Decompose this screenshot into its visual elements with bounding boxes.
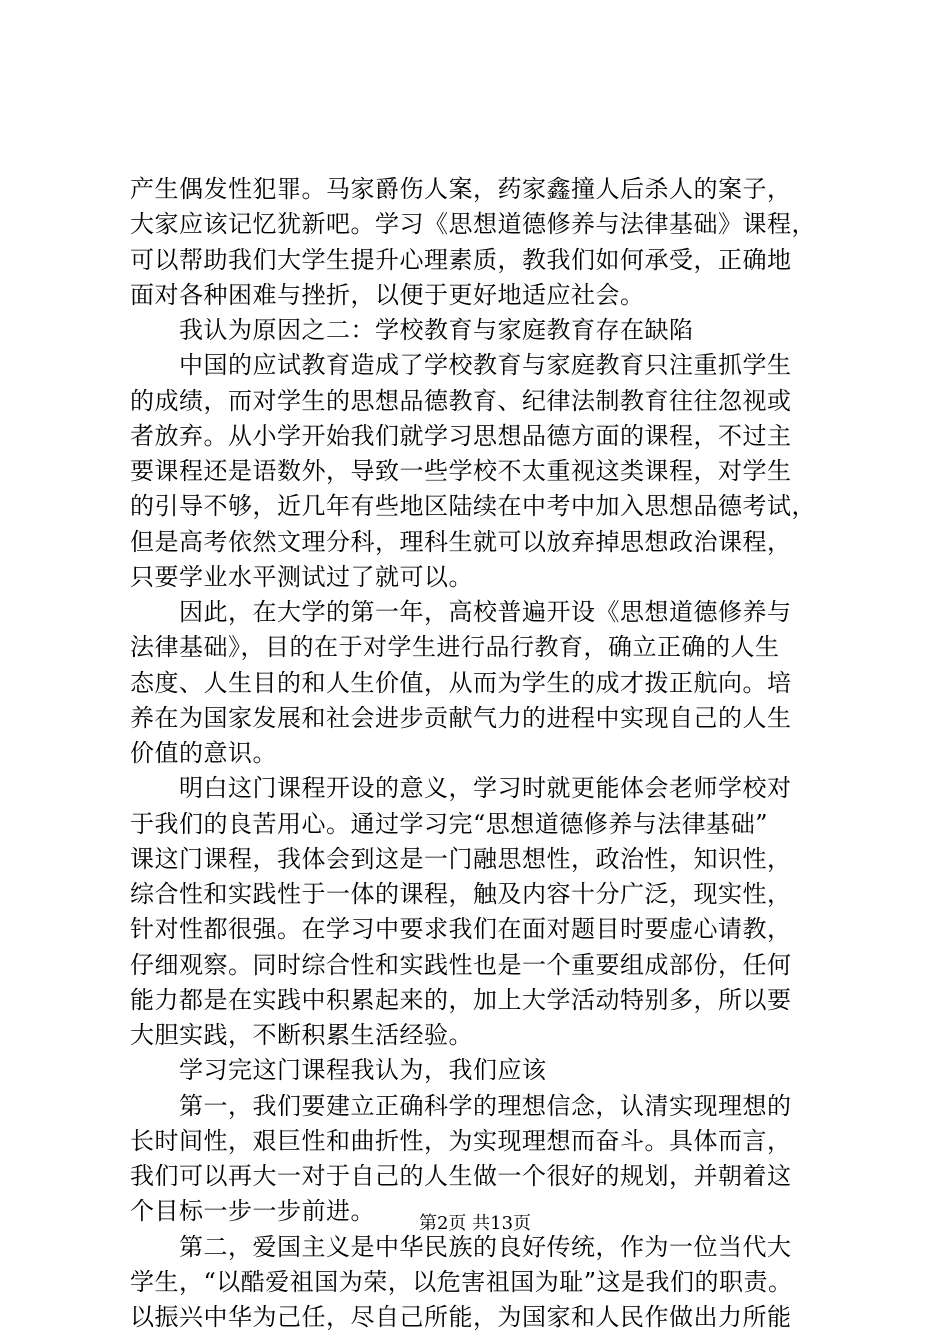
text-line: 但是高考依然文理分科，理科生就可以放弃掉思想政治课程， — [130, 527, 792, 556]
text-line: 第一，我们要建立正确科学的理想信念，认清实现理想的 — [130, 1091, 792, 1120]
text-line: 的成绩，而对学生的思想品德教育、纪律法制教育往往忽视或 — [130, 386, 792, 415]
text-line: 综合性和实践性于一体的课程，触及内容十分广泛，现实性， — [130, 880, 792, 908]
text-line: 我们可以再大一对于自己的人生做一个很好的规划，并朝着这 — [130, 1162, 792, 1190]
text-line: 因此，在大学的第一年，高校普遍开设《思想道德修养与 — [130, 598, 792, 626]
text-line: 仔细观察。同时综合性和实践性也是一个重要组成部份，任何 — [130, 950, 792, 979]
text-line: 态度、人生目的和人生价值，从而为学生的成才拨正航向。培 — [130, 668, 792, 697]
text-line: 中国的应试教育造成了学校教育与家庭教育只注重抓学生 — [130, 351, 792, 380]
page-footer: 第2页 共13页 — [418, 1213, 532, 1234]
text-line: 产生偶发性犯罪。马家爵伤人案，药家鑫撞人后杀人的案子， — [130, 175, 792, 203]
text-line: 学生，“以酷爱祖国为荣，以危害祖国为耻”这是我们的职责。 — [130, 1267, 793, 1296]
text-line: 个目标一步一步前进。 — [130, 1197, 375, 1226]
text-line: 于我们的良苦用心。通过学习完“思想道德修养与法律基础” — [130, 809, 769, 838]
text-line: 只要学业水平测试过了就可以。 — [130, 562, 473, 591]
text-line: 的引导不够，近几年有些地区陆续在中考中加入思想品德考试， — [130, 492, 816, 521]
text-line: 法律基础》，目的在于对学生进行品行教育，确立正确的人生 — [130, 633, 780, 662]
text-line: 学习完这门课程我认为，我们应该 — [130, 1056, 547, 1085]
text-line: 大胆实践，不断积累生活经验。 — [130, 1021, 473, 1049]
text-line: 针对性都很强。在学习中要求我们在面对题目时要虚心请教， — [130, 915, 792, 944]
text-line: 我认为原因之二：学校教育与家庭教育存在缺陷 — [130, 316, 694, 344]
text-line: 价值的意识。 — [130, 739, 277, 767]
text-line: 可以帮助我们大学生提升心理素质，教我们如何承受，正确地 — [130, 245, 792, 274]
text-line: 面对各种困难与挫折，以便于更好地适应社会。 — [130, 280, 645, 309]
text-line: 者放弃。从小学开始我们就学习思想品德方面的课程，不过主 — [130, 421, 792, 450]
body-text — [130, 172, 830, 1335]
text-line: 课这门课程，我体会到这是一门融思想性，政治性，知识性， — [130, 844, 792, 873]
text-line: 长时间性，艰巨性和曲折性，为实现理想而奋斗。具体而言， — [130, 1126, 792, 1155]
text-line: 大家应该记忆犹新吧。学习《思想道德修养与法律基础》课程， — [130, 210, 816, 239]
text-line: 明白这门课程开设的意义，学习时就更能体会老师学校对 — [130, 774, 792, 803]
text-line: 能力都是在实践中积累起来的，加上大学活动特别多，所以要 — [130, 985, 792, 1014]
text-line: 第二，爱国主义是中华民族的良好传统，作为一位当代大 — [130, 1232, 792, 1261]
text-line: 养在为国家发展和社会进步贡献气力的进程中实现自己的人生 — [130, 703, 792, 732]
text-line: 要课程还是语数外，导致一些学校不太重视这类课程，对学生 — [130, 457, 792, 485]
text-line: 以振兴中华为己任，尽自己所能，为国家和人民作做出力所能 — [130, 1303, 792, 1331]
